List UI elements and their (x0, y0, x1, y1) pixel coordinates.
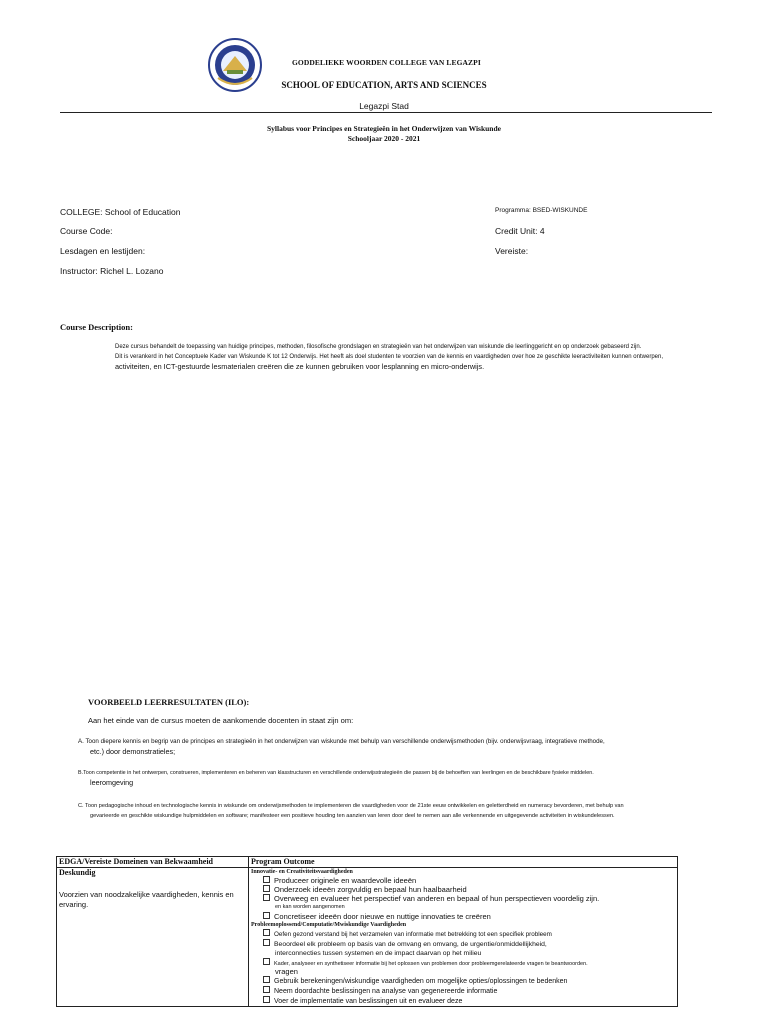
outcome-text: Voer de implementatie van beslissingen uit en evalueer deze (274, 998, 463, 1005)
info-program: Programma: BSED-WISKUNDE (495, 207, 588, 214)
list-item (251, 939, 675, 958)
checkbox-icon (263, 876, 270, 883)
school-year: Schooljaar 2020 - 2021 (347, 134, 421, 143)
outcome-group-innovation: Innovatie- en Creativiteitsvaardigheden (251, 869, 353, 875)
ilo-intro: Aan het einde van de cursus moeten de aankomende docenten in staat zijn om: (88, 716, 354, 725)
list-item (251, 876, 675, 885)
city-name: Legazpi Stad (359, 101, 409, 111)
outcome-text-continued: interconnecties tussen systemen en de impact daarvan op het milieu (275, 950, 482, 957)
domain-name: Deskundig (59, 868, 96, 877)
checkbox-icon (263, 929, 270, 936)
syllabus-title (0, 124, 768, 144)
outcome-text: Neem doordachte beslissingen na analyse van gegenereerde informatie (274, 988, 498, 995)
ilo-item-c (78, 801, 748, 821)
ilo-item-a (78, 737, 748, 757)
school-name: SCHOOL OF EDUCATION, ARTS AND SCIENCES (281, 80, 487, 90)
list-item (251, 885, 675, 894)
domain-description: Voorzien van noodzakelijke vaardigheden, kennis en ervaring. (59, 890, 234, 909)
outcome-cell (249, 868, 678, 1007)
ilo-title: VOORBEELD LEERRESULTATEN (ILO): (88, 697, 250, 707)
outcome-text-continued: vragen (275, 967, 298, 976)
outcome-text: Oefen gezond verstand bij het verzamelen van informatie met betrekking tot een specifiek probleem (274, 931, 552, 938)
course-description-text (115, 342, 725, 372)
outcome-text: Beoordeel elk probleem op basis van de omvang en omvang, de urgentie/onmiddellijkheid, (274, 941, 547, 948)
list-item (251, 912, 675, 921)
checkbox-icon (263, 986, 270, 993)
ilo-item-b-line-2: leeromgeving (90, 778, 134, 787)
checkbox-icon (263, 958, 270, 965)
info-college: COLLEGE: School of Education (60, 207, 181, 217)
info-course-code: Course Code: (60, 226, 113, 236)
checkbox-icon (263, 912, 270, 919)
ilo-item-c-line-1: C. Toon pedagogische inhoud en technologische kennis in wiskunde om onderwijsmethoden te implementeren die vaardigheden voor de 21ste eeuw ontwikkelen en geletterdheid en numeracy bevorderen, met behulp van (78, 803, 624, 809)
outcome-text: Concretiseer ideeën door nieuwe en nuttige innovaties te creëren (274, 912, 491, 921)
list-item (251, 986, 675, 996)
col-header-program-outcome: Program Outcome (249, 857, 678, 868)
edga-outcome-table (56, 856, 678, 1007)
ilo-item-a-line-2: etc.) door demonstratieles; (90, 747, 176, 756)
checkbox-icon (263, 939, 270, 946)
list-item (251, 976, 675, 986)
ilo-item-b (78, 768, 748, 788)
outcome-text-continued: en kan worden aangenomen (275, 904, 345, 910)
outcome-text: Produceer originele en waardevolle ideeën (274, 876, 417, 885)
checkbox-icon (263, 885, 270, 892)
outcome-text: Gebruik berekeningen/wiskundige vaardigheden om mogelijke opties/oplossingen te bedenken (274, 978, 568, 985)
syllabus-title-text: Syllabus voor Principes en Strategieën in het Onderwijzen van Wiskunde (267, 124, 501, 133)
checkbox-icon (263, 894, 270, 901)
list-item (251, 958, 675, 976)
info-prerequisite: Vereiste: (495, 246, 529, 256)
outcome-text: Overweeg en evalueer het perspectief van anderen en bepaal of hun perspectieven voordelig zijn. (274, 894, 600, 903)
table-header-row (57, 857, 678, 868)
college-name: GODDELIEKE WOORDEN COLLEGE VAN LEGAZPI (292, 58, 481, 67)
info-credit-unit: Credit Unit: 4 (495, 226, 545, 236)
table-row (57, 868, 678, 1007)
list-item (251, 996, 675, 1006)
info-instructor: Instructor: Richel L. Lozano (60, 266, 164, 276)
ilo-item-a-line-1: A. Toon diepere kennis en begrip van de principes en strategieën in het onderwijzen van wiskunde met behulp van verschillende onderwijsmethoden (bijv. onderwijsvraag, integratieve methode, (78, 738, 605, 745)
checkbox-icon (263, 976, 270, 983)
course-description-line-3: activiteiten, en ICT-gestuurde lesmaterialen creëren die ze kunnen gebruiken voor lesplanning en micro-onderwijs. (115, 362, 485, 371)
info-schedule: Lesdagen en lestijden: (60, 246, 146, 256)
list-item (251, 929, 675, 939)
checkbox-icon (263, 996, 270, 1003)
col-header-edga: EDGA/Vereiste Domeinen van Bekwaamheid (57, 857, 249, 868)
course-description-line-1: Deze cursus behandelt de toepassing van huidige principes, methoden, filosofische grondslagen en strategieën van het onderwijzen van wiskunde die leerlinggericht en op onderzoek gebaseerd zijn. (115, 344, 642, 350)
course-description-line-2: Dit is verankerd in het Conceptuele Kader van Wiskunde K tot 12 Onderwijs. Het heeft als doel studenten te voorzien van de kennis en vaardigheden over hoe ze geschikte leeractiviteiten kunnen ontwerpen, (115, 354, 663, 360)
outcome-group-problem-solving: Probleemoplossend/Computatie/Mwiskundige Vaardigheden (251, 922, 407, 928)
outcome-text: Onderzoek ideeën zorgvuldig en bepaal hun haalbaarheid (274, 885, 467, 894)
domain-cell (57, 868, 249, 1007)
list-item (251, 894, 675, 912)
outcome-text: Kader, analyseer en synthetiseer informatie bij het oplossen van problemen door probleemgerelateerde vragen te beantwoorden. (274, 961, 588, 967)
ilo-item-b-line-1: B.Toon competentie in het ontwerpen, construeren, implementeren en beheren van klasstructuren en verschillende onderwijsstrategieën die passen bij de behoeften van leerlingen en de beschikbare fysieke middelen. (78, 770, 594, 776)
course-description-label: Course Description: (60, 322, 133, 332)
ilo-item-c-line-2: gevarieerde en geschikte wiskundige hulpmiddelen en software; manifesteer een positieve houding ten aanzien van leren door deel te nemen aan alle verkennende en uitgegevende activiteiten in wiskundelessen. (90, 813, 615, 819)
header-rule (60, 112, 712, 113)
